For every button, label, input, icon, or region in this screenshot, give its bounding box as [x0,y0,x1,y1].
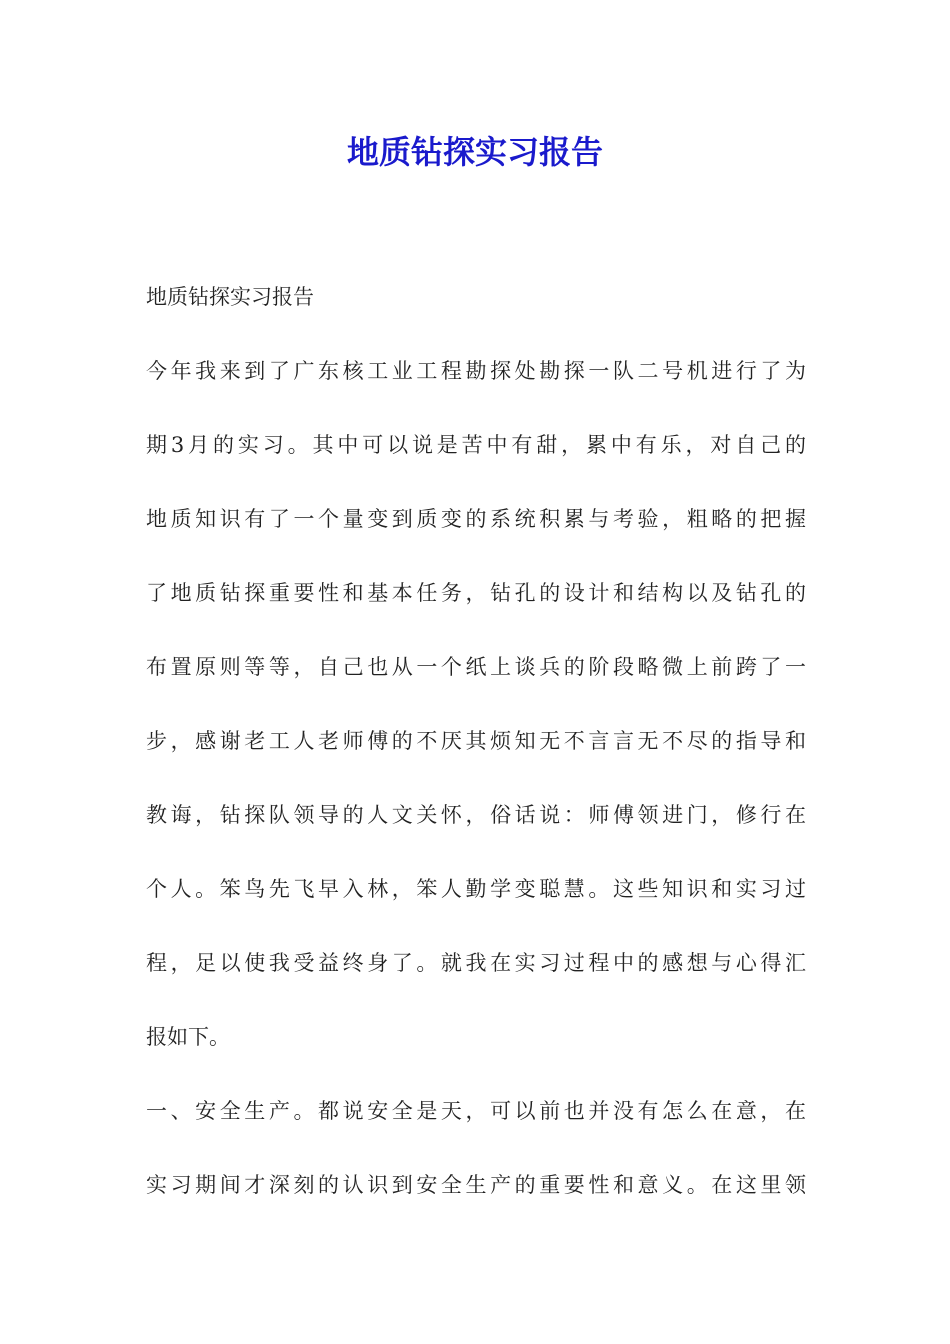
paragraph-line: 地质知识有了一个量变到质变的系统积累与考验，粗略的把握 [146,507,806,531]
paragraph-line: 今年我来到了广东核工业工程勘探处勘探一队二号机进行了为 [146,359,806,383]
document-body [146,260,806,1222]
paragraph-line: 报如下。 [146,1025,230,1049]
paragraph-line: 了地质钻探重要性和基本任务，钻孔的设计和结构以及钻孔的 [146,581,806,605]
paragraph-line: 实习期间才深刻的认识到安全生产的重要性和意义。在这里领 [146,1173,806,1197]
paragraph-line: 教诲，钻探队领导的人文关怀，俗话说：师傅领进门，修行在 [146,803,806,827]
paragraph-line: 程，足以使我受益终身了。就我在实习过程中的感想与心得汇 [146,951,806,975]
paragraph-line: 期3月的实习。其中可以说是苦中有甜，累中有乐，对自己的 [146,433,806,457]
document-title: 地质钻探实习报告 [346,133,603,171]
paragraph-line: 个人。笨鸟先飞早入林，笨人勤学变聪慧。这些知识和实习过 [146,877,806,901]
paragraph-line: 布置原则等等，自己也从一个纸上谈兵的阶段略微上前跨了一 [146,655,806,679]
paragraph-line: 一、安全生产。都说安全是天，可以前也并没有怎么在意，在 [146,1099,806,1123]
subtitle-line: 地质钻探实习报告 [146,285,314,309]
paragraph-line: 步，感谢老工人老师傅的不厌其烦知无不言言无不尽的指导和 [146,729,806,753]
